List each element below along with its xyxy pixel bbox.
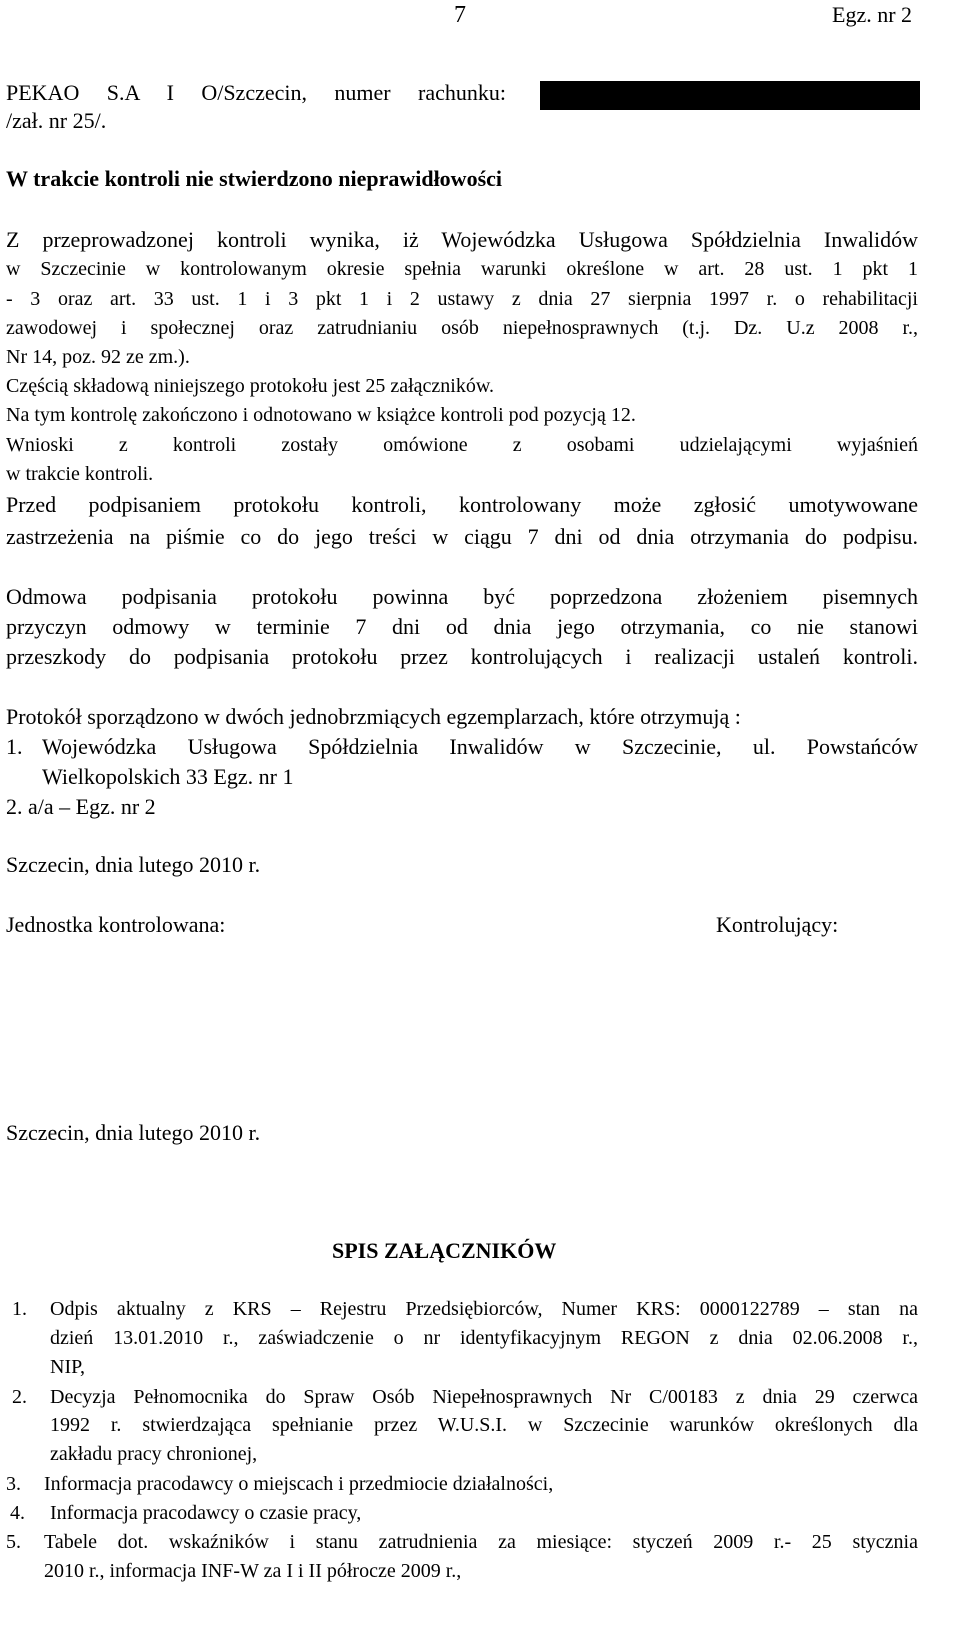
refusal-line: przeszkody do podpisania protokołu przez kontrolujących i realizacji ustaleń kontroli. bbox=[6, 644, 918, 669]
attachment-line: dzień 13.01.2010 r., zaświadczenie o nr identyfikacyjnym REGON z dnia 02.06.2008 r., bbox=[50, 1327, 918, 1349]
attachment-line: Tabele dot. wskaźników i stanu zatrudnienia za miesiące: styczeń 2009 r.- 25 stycznia bbox=[44, 1531, 918, 1553]
attachment-number: 4. bbox=[10, 1502, 25, 1524]
redacted-account-number bbox=[540, 81, 920, 110]
refusal-line: Odmowa podpisania protokołu powinna być poprzedzona złożeniem pisemnych bbox=[6, 584, 918, 609]
attachments-title: SPIS ZAŁĄCZNIKÓW bbox=[332, 1238, 557, 1263]
copy-item-number: 1. bbox=[6, 734, 23, 759]
conclusion-line: Częścią składową niniejszego protokołu jest 25 załączników. bbox=[6, 375, 494, 397]
page-number: 7 bbox=[454, 2, 466, 28]
attachment-reference: /zał. nr 25/. bbox=[6, 108, 107, 133]
controller-label: Kontrolujący: bbox=[716, 912, 839, 937]
conclusion-line: w Szczecinie w kontrolowanym okresie spełnia warunki określone w art. 28 ust. 1 pkt 1 bbox=[6, 258, 918, 280]
attachment-line: Informacja pracodawcy o czasie pracy, bbox=[50, 1502, 362, 1524]
attachment-line: 2010 r., informacja INF-W za I i II półrocze 2009 r., bbox=[44, 1560, 462, 1582]
attachment-number: 3. bbox=[6, 1473, 21, 1495]
conclusion-line: Wnioski z kontroli zostały omówione z osobami udzielającymi wyjaśnień bbox=[6, 434, 918, 456]
copies-intro: Protokół sporządzono w dwóch jednobrzmiących egzemplarzach, które otrzymują : bbox=[6, 704, 741, 729]
copy-number: Egz. nr 2 bbox=[832, 2, 913, 27]
date-place-2: Szczecin, dnia lutego 2010 r. bbox=[6, 1120, 261, 1145]
attachment-number: 1. bbox=[12, 1298, 27, 1320]
date-place-1: Szczecin, dnia lutego 2010 r. bbox=[6, 852, 261, 877]
conclusion-line: zawodowej i społecznej oraz zatrudnianiu osób niepełnosprawnych (t.j. Dz. U.z 2008 r., bbox=[6, 317, 918, 339]
conclusion-line: w trakcie kontroli. bbox=[6, 463, 154, 485]
account-line: PEKAO S.A I O/Szczecin, numer rachunku: bbox=[6, 80, 506, 105]
attachment-number: 2. bbox=[12, 1386, 27, 1408]
conclusion-line: zastrzeżenia na piśmie co do jego treści w ciągu 7 dni od dnia otrzymania do podpisu. bbox=[6, 524, 918, 549]
conclusion-line: Z przeprowadzonej kontroli wynika, iż Wojewódzka Usługowa Spółdzielnia Inwalidów bbox=[6, 227, 918, 252]
attachment-line: 1992 r. stwierdzająca spełnianie przez W.U.S.I. w Szczecinie warunków określonych dla bbox=[50, 1414, 918, 1436]
attachment-line: NIP, bbox=[50, 1356, 86, 1378]
refusal-line: przyczyn odmowy w terminie 7 dni od dnia jego otrzymania, co nie stanowi bbox=[6, 614, 918, 639]
attachment-line: Informacja pracodawcy o miejscach i przedmiocie działalności, bbox=[44, 1473, 554, 1495]
controlled-unit-label: Jednostka kontrolowana: bbox=[6, 912, 226, 937]
copy-item-recipient-cont: Wielkopolskich 33 Egz. nr 1 bbox=[42, 764, 294, 789]
attachment-line: Odpis aktualny z KRS – Rejestru Przedsiębiorców, Numer KRS: 0000122789 – stan na bbox=[50, 1298, 918, 1320]
conclusion-line: Na tym kontrolę zakończono i odnotowano w książce kontroli pod pozycją 12. bbox=[6, 404, 636, 426]
attachment-line: zakładu pracy chronionej, bbox=[50, 1443, 258, 1465]
conclusion-line: - 3 oraz art. 33 ust. 1 i 3 pkt 1 i 2 ustawy z dnia 27 sierpnia 1997 r. o rehabilitacji bbox=[6, 288, 918, 310]
attachment-number: 5. bbox=[6, 1531, 21, 1553]
copy-item-recipient: Wojewódzka Usługowa Spółdzielnia Inwalidów w Szczecinie, ul. Powstańców bbox=[42, 734, 918, 759]
conclusion-line: Przed podpisaniem protokołu kontroli, kontrolowany może zgłosić umotywowane bbox=[6, 492, 918, 517]
attachment-line: Decyzja Pełnomocnika do Spraw Osób Niepełnosprawnych Nr C/00183 z dnia 29 czerwca bbox=[50, 1386, 918, 1408]
no-irregularities-heading: W trakcie kontroli nie stwierdzono nieprawidłowości bbox=[6, 166, 503, 191]
conclusion-line: Nr 14, poz. 92 ze zm.). bbox=[6, 346, 190, 368]
copy-item-2: 2. a/a – Egz. nr 2 bbox=[6, 794, 156, 819]
